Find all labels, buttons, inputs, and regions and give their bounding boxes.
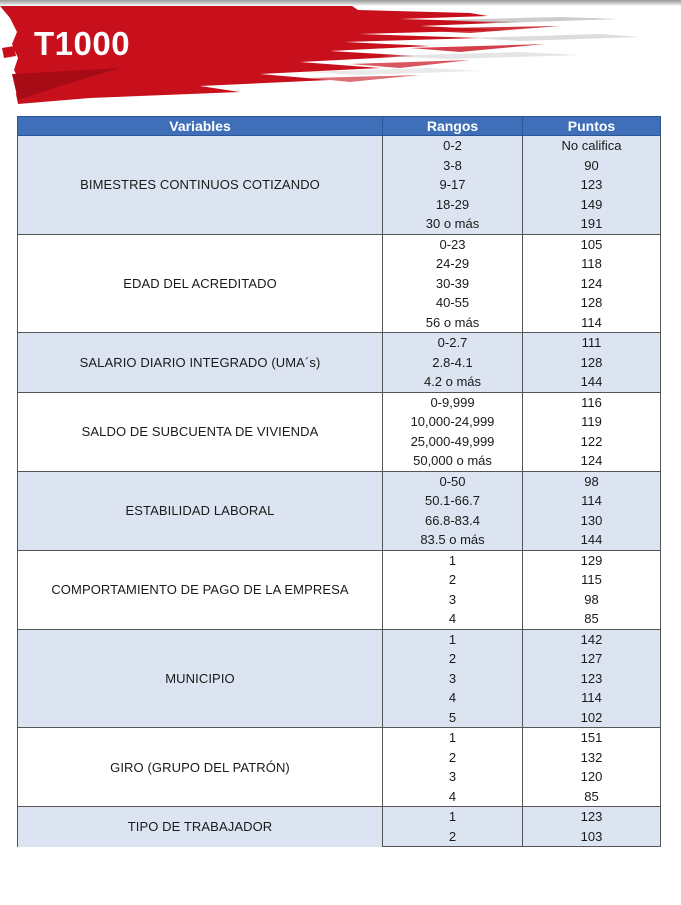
points-cell: 120 — [523, 767, 661, 787]
variable-cell: TIPO DE TRABAJADOR — [18, 807, 383, 847]
table-row — [18, 136, 661, 156]
points-cell: 85 — [523, 787, 661, 807]
variable-cell: ESTABILIDAD LABORAL — [18, 471, 383, 550]
range-cell: 18-29 — [383, 195, 523, 215]
points-cell: 144 — [523, 372, 661, 392]
range-cell: 2 — [383, 570, 523, 590]
range-cell: 56 o más — [383, 313, 523, 333]
variable-cell: COMPORTAMIENTO DE PAGO DE LA EMPRESA — [18, 550, 383, 629]
range-cell: 3 — [383, 767, 523, 787]
points-cell: 144 — [523, 530, 661, 550]
variable-cell: GIRO (GRUPO DEL PATRÓN) — [18, 728, 383, 807]
range-cell: 24-29 — [383, 254, 523, 274]
range-cell: 25,000-49,999 — [383, 432, 523, 452]
table-row — [18, 392, 661, 412]
points-cell: 142 — [523, 629, 661, 649]
range-cell: 66.8-83.4 — [383, 511, 523, 531]
range-cell: 2 — [383, 649, 523, 669]
points-cell: 98 — [523, 590, 661, 610]
points-cell: No califica — [523, 136, 661, 156]
points-cell: 128 — [523, 353, 661, 373]
points-cell: 114 — [523, 688, 661, 708]
column-header-rangos: Rangos — [383, 117, 523, 136]
table-row — [18, 728, 661, 748]
range-cell: 83.5 o más — [383, 530, 523, 550]
table-row — [18, 629, 661, 649]
points-cell: 115 — [523, 570, 661, 590]
table-row — [18, 550, 661, 570]
variable-cell: BIMESTRES CONTINUOS COTIZANDO — [18, 136, 383, 235]
points-cell: 123 — [523, 807, 661, 827]
range-cell: 4 — [383, 688, 523, 708]
points-cell: 124 — [523, 451, 661, 471]
range-cell: 9-17 — [383, 175, 523, 195]
points-cell: 149 — [523, 195, 661, 215]
range-cell: 1 — [383, 728, 523, 748]
points-cell: 118 — [523, 254, 661, 274]
points-cell: 122 — [523, 432, 661, 452]
column-header-puntos: Puntos — [523, 117, 661, 136]
range-cell: 4 — [383, 609, 523, 629]
range-cell: 4.2 o más — [383, 372, 523, 392]
range-cell: 50,000 o más — [383, 451, 523, 471]
points-cell: 130 — [523, 511, 661, 531]
points-cell: 102 — [523, 708, 661, 728]
points-cell: 103 — [523, 827, 661, 847]
range-cell: 50.1-66.7 — [383, 491, 523, 511]
variable-cell: MUNICIPIO — [18, 629, 383, 728]
range-cell: 4 — [383, 787, 523, 807]
variable-cell: EDAD DEL ACREDITADO — [18, 234, 383, 333]
points-cell: 119 — [523, 412, 661, 432]
points-cell: 90 — [523, 156, 661, 176]
range-cell: 1 — [383, 550, 523, 570]
points-cell: 123 — [523, 175, 661, 195]
points-cell: 128 — [523, 293, 661, 313]
range-cell: 30 o más — [383, 214, 523, 234]
points-cell: 116 — [523, 392, 661, 412]
range-cell: 2 — [383, 748, 523, 768]
points-cell: 98 — [523, 471, 661, 491]
points-cell: 124 — [523, 274, 661, 294]
range-cell: 1 — [383, 629, 523, 649]
range-cell: 30-39 — [383, 274, 523, 294]
points-cell: 191 — [523, 214, 661, 234]
table-row — [18, 234, 661, 254]
points-cell: 85 — [523, 609, 661, 629]
points-cell: 111 — [523, 333, 661, 353]
variable-cell: SALARIO DIARIO INTEGRADO (UMA´s) — [18, 333, 383, 393]
table-header-row — [18, 117, 661, 136]
range-cell: 0-2 — [383, 136, 523, 156]
range-cell: 0-50 — [383, 471, 523, 491]
points-cell: 129 — [523, 550, 661, 570]
range-cell: 3 — [383, 669, 523, 689]
variable-cell: SALDO DE SUBCUENTA DE VIVIENDA — [18, 392, 383, 471]
range-cell: 0-9,999 — [383, 392, 523, 412]
range-cell: 1 — [383, 807, 523, 827]
range-cell: 40-55 — [383, 293, 523, 313]
points-cell: 114 — [523, 491, 661, 511]
table-row — [18, 807, 661, 827]
page-title: T1000 — [34, 25, 131, 62]
points-cell: 114 — [523, 313, 661, 333]
points-cell: 151 — [523, 728, 661, 748]
points-cell: 105 — [523, 234, 661, 254]
range-cell: 3-8 — [383, 156, 523, 176]
points-cell: 132 — [523, 748, 661, 768]
table-row — [18, 471, 661, 491]
range-cell: 2.8-4.1 — [383, 353, 523, 373]
range-cell: 3 — [383, 590, 523, 610]
range-cell: 0-2.7 — [383, 333, 523, 353]
range-cell: 2 — [383, 827, 523, 847]
column-header-variables: Variables — [18, 117, 383, 136]
table-row — [18, 333, 661, 353]
scoring-table — [17, 116, 661, 847]
points-cell: 127 — [523, 649, 661, 669]
range-cell: 5 — [383, 708, 523, 728]
range-cell: 10,000-24,999 — [383, 412, 523, 432]
points-cell: 123 — [523, 669, 661, 689]
range-cell: 0-23 — [383, 234, 523, 254]
